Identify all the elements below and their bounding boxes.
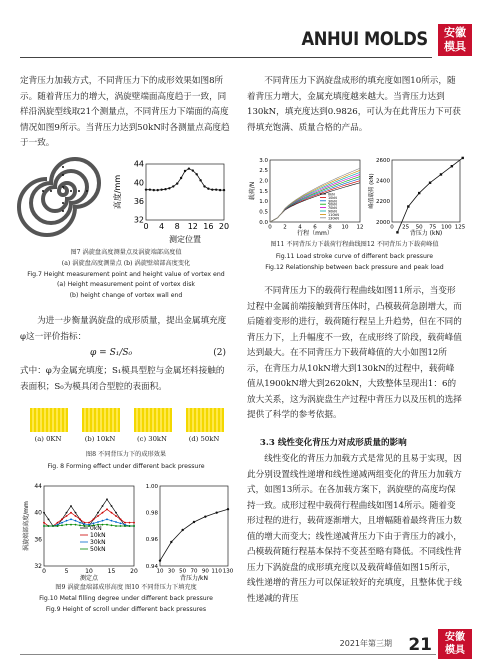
fig10-x-tick: 30	[167, 568, 175, 575]
fig11-series-2	[270, 179, 360, 222]
fig10-x-label: 背压力/kN	[180, 575, 208, 582]
header-rule	[20, 57, 432, 58]
fig7-x-tick: 4	[159, 222, 165, 231]
fig12-y-tick: 2600	[376, 157, 390, 164]
fig7-point	[211, 188, 213, 190]
fig9-point	[102, 524, 104, 526]
fig9-point	[133, 525, 135, 527]
formula-number: (2)	[213, 348, 226, 358]
fig9-point	[106, 498, 108, 500]
fig11-y-tick: 2.5	[259, 168, 268, 175]
fig11-y-label: 载荷/N	[249, 181, 256, 201]
fig7-spiral	[30, 158, 96, 224]
fig9-y-tick: 36	[34, 536, 42, 544]
fig12-point	[396, 231, 398, 233]
fig10-y-tick: 0.94	[145, 563, 158, 570]
formula: φ = S₁/S₀	[90, 348, 133, 358]
fig9-point	[124, 525, 126, 527]
fig9-point	[120, 522, 122, 524]
fig9-point	[52, 525, 54, 527]
fig9-point	[48, 525, 50, 527]
fig7-caption-en: Fig.7 Height measurement point and height value of vortex end	[27, 271, 225, 278]
fig10-y-tick: 1.00	[145, 483, 158, 490]
fig9-point	[111, 520, 113, 522]
fig7-x-tick: 16	[203, 222, 214, 231]
fig12-x-tick: 25	[402, 224, 410, 231]
fig10-caption-en: Fig.10 Metal filling degree under different back pressure	[39, 595, 213, 602]
fig7-y-tick: 32	[133, 215, 144, 225]
fig11-series-3	[270, 177, 360, 222]
fig10-series-line	[160, 509, 228, 560]
fig9-point	[57, 525, 59, 527]
fig9-point	[102, 520, 104, 522]
fig11-x-tick: 12	[356, 224, 364, 231]
fig9-point	[106, 508, 108, 510]
fig11-load-stroke-chart	[248, 156, 366, 238]
fig12-point	[451, 165, 453, 167]
fig12-x-tick: 75	[429, 224, 437, 231]
fig12-x-tick: 100	[441, 224, 452, 231]
fig11-x-tick: 4	[298, 224, 302, 231]
fig7-point	[188, 167, 190, 169]
fig12-caption-en: Fig.12 Relationship between back pressure and peak load	[265, 264, 444, 271]
fig9-point	[66, 512, 68, 514]
fig10-x-tick: 90	[201, 568, 209, 575]
fig9-point	[75, 524, 77, 526]
fig11-x-tick: 10	[341, 224, 349, 231]
fig9-point	[115, 521, 117, 523]
fig10-point	[181, 529, 183, 531]
fig9-point	[106, 524, 108, 526]
fig11-legend-label: 0kN	[328, 192, 335, 197]
fig9-point	[129, 522, 131, 524]
fig8-sample-b	[82, 408, 120, 432]
fig7-point	[180, 177, 182, 179]
fig12-point	[407, 205, 409, 207]
fig7-point	[219, 189, 221, 191]
fig10-y-tick: 0.96	[145, 537, 158, 544]
fig10-filling-chart	[140, 480, 232, 582]
fig9-x-tick: 15	[107, 568, 116, 575]
fig9-point	[115, 525, 117, 527]
fig9-point	[102, 505, 104, 507]
fig12-x-label: 背压力 (kN)	[409, 230, 443, 237]
fig10-point	[215, 511, 217, 513]
fig7-frame	[146, 164, 224, 220]
fig9-point	[84, 523, 86, 525]
fig9-point	[111, 505, 113, 507]
fig10-x-tick: 110	[211, 568, 222, 575]
fig11-caption-cn: 图11 不同背压力下载荷行程曲线图12 不同背压力下载荷峰值	[270, 241, 439, 248]
fig11-y-tick: 1.5	[259, 188, 268, 195]
fig9-x-label: 测定点	[79, 575, 99, 582]
fig9-point	[111, 512, 113, 514]
right-para-2: 不同背压力下的载荷行程曲线如图11所示，当变形过程中金属前端接触到背压体时，凸模载荷急剧增大，而后随着变形的进行，载荷随行程呈上升趋势，但在不同的背压力下，上升幅度不一致，在成形终了阶段，载荷峰值达到最大。在不同背压力下载荷峰值的大小如图12所示，在背压力从10kN增大到130kN的过程中，载荷峰值从1900kN增大到2620kN，大致整体呈现出1：6的放大关系，这为涡旋盘生产过程中背压力以及压机的选择提供了科学的参考依据。	[247, 286, 462, 420]
fig12-point	[429, 182, 431, 184]
fig9-point	[97, 515, 99, 517]
issue-date: 2021年第三期	[339, 639, 392, 648]
fig9-y-label: 涡旋端部高度/mm	[23, 501, 30, 551]
fig9-point	[133, 522, 135, 524]
fig11-x-tick: 6	[313, 224, 317, 231]
fig9-y-tick: 32	[34, 563, 42, 570]
fig7-point	[149, 188, 151, 190]
fig9-legend-label: 30kN	[90, 539, 106, 546]
fig7-x-tick: 8	[174, 222, 180, 231]
fig8-sample-c	[134, 408, 172, 432]
fig11-y-tick: 0.5	[259, 209, 268, 216]
fig9-point	[106, 518, 108, 520]
fig7-point	[164, 188, 166, 190]
fig7-point	[223, 189, 225, 191]
fig12-x-tick: 50	[415, 224, 423, 231]
fig9-point	[111, 524, 113, 526]
fig9-point	[124, 522, 126, 524]
page-header	[20, 18, 472, 58]
fig7-point	[215, 188, 217, 190]
fig7-point	[176, 182, 178, 184]
fig11-x-tick: 0	[268, 224, 272, 231]
right-para-1: 不同背压力下涡旋盘成形的填充度如图10所示，随着背压力增大，金属充填度越来越大。当背压力达到130kN，填充度达到0.9826，可认为在此背压力下可获得填充饱满、质量合格的产品。	[247, 76, 461, 133]
fig8-label-d: (d) 50kN	[188, 435, 220, 443]
left-para-1: 定背压力加载方式，不同背压力下的成形效果如图8所示。随着背压力的增大，涡旋壁端面高度趋于一致，同样沿涡旋型线取21个测量点，不同背压力下端面的高度情况如图9所示。当背压力达到50kN时各测量点高度趋于一致。	[20, 76, 230, 148]
fig10-point	[170, 541, 172, 543]
fig11-y-tick: 0.0	[259, 219, 268, 226]
fig7-point	[145, 188, 147, 190]
fig9-x-tick: 20	[130, 568, 138, 575]
fig11-caption-en: Fig.11 Load stroke curve of different back pressure	[275, 253, 434, 260]
fig9-point	[70, 505, 72, 507]
fig7-point	[203, 185, 205, 187]
fig8-label-c: (c) 30kN	[137, 435, 167, 443]
fig11-y-tick: 3.0	[259, 157, 268, 164]
fig9-point	[66, 524, 68, 526]
fig9-caption-en: Fig.9 Height of scroll under different back pressures	[45, 606, 207, 613]
fig11-legend-label: 50kN	[328, 202, 337, 207]
fig10-point	[159, 559, 161, 561]
fig12-y-tick: 2000	[376, 219, 390, 226]
journal-badge: 安徽 模具	[438, 24, 472, 56]
fig10-x-tick: 70	[190, 568, 198, 575]
fig8-sample-a	[30, 408, 68, 432]
fig9-point	[102, 512, 104, 514]
fig9-point	[75, 512, 77, 514]
fig12-x-tick: 0	[390, 224, 394, 231]
fig11-series-5	[270, 172, 360, 222]
fig11-x-tick: 2	[283, 224, 287, 231]
fig11-x-tick: 8	[328, 224, 332, 231]
fig11-y-tick: 1.0	[259, 199, 268, 206]
fig9-x-tick: 10	[85, 568, 93, 575]
fig9-caption-cn: 图9 涡旋盘端部成形高度 图10 不同背压力下填充度	[55, 584, 197, 591]
fig7-x-tick: 0	[143, 222, 149, 231]
fig7-y-tick: 44	[133, 159, 144, 169]
fig12-series-line	[397, 158, 462, 232]
fig11-legend-label: 10kN	[328, 195, 337, 200]
fig9-point	[120, 518, 122, 520]
fig9-point	[97, 521, 99, 523]
fig9-legend-label: 50kN	[90, 546, 106, 553]
fig7-caption-sub: (a) 涡旋盘高度测量点 (b) 涡旋壁端部高度变化	[61, 260, 191, 267]
fig11-y-tick: 2.0	[259, 178, 268, 185]
fig12-x-tick: 125	[454, 224, 466, 231]
fig11-legend-label: 90kN	[328, 209, 337, 214]
fig9-x-tick: 5	[64, 568, 69, 575]
fig9-point	[57, 522, 59, 524]
fig9-point	[70, 524, 72, 526]
fig9-point	[88, 522, 90, 524]
footer-badge: 安徽 模具	[438, 629, 472, 659]
fig9-legend-label: 10kN	[90, 532, 106, 539]
fig7-point	[196, 173, 198, 175]
fig7-point	[160, 188, 162, 190]
fig9-point	[79, 524, 81, 526]
fig7-point	[184, 170, 186, 172]
fig8-caption-en: Fig. 8 Forming effect under different back pressure	[47, 463, 205, 470]
fig7-caption-en-b: (b) height change of vortex wall end	[69, 292, 183, 299]
fig9-point	[115, 515, 117, 517]
fig7-caption-en-a: (a) Height measurement point of vortex disk	[56, 281, 196, 288]
fig12-y-tick: 2400	[376, 178, 390, 185]
footer-rule	[20, 654, 436, 655]
fig7-point	[157, 189, 159, 191]
fig11-legend-label: 110kN	[328, 212, 339, 217]
fig9-point	[43, 512, 45, 514]
fig10-frame	[160, 486, 228, 566]
fig9-point	[93, 518, 95, 520]
fig12-point	[440, 173, 442, 175]
fig9-legend-label: 0kN	[90, 525, 102, 532]
fig9-height-chart	[22, 480, 140, 582]
fig8-caption-cn: 图8 不同背压力下的成形效果	[85, 451, 167, 458]
fig7-point	[192, 169, 194, 171]
fig7-x-label: 测定位置	[169, 235, 201, 244]
fig12-peak-load-chart	[368, 156, 464, 238]
fig7-point	[199, 179, 201, 181]
fig9-point	[61, 518, 63, 520]
section-heading-3-3: 3.3 线性变化背压力对成形质量的影响	[259, 438, 407, 448]
fig11-series-7	[270, 168, 360, 222]
fig9-point	[66, 515, 68, 517]
fig9-y-tick: 44	[34, 483, 42, 490]
fig7-y-tick: 36	[133, 197, 144, 206]
fig9-point	[66, 520, 68, 522]
fig9-point	[115, 512, 117, 514]
fig10-y-tick: 0.98	[145, 510, 158, 517]
fig9-point	[70, 512, 72, 514]
fig11-series-6	[270, 170, 360, 222]
fig10-point	[204, 515, 206, 517]
fig9-point	[75, 515, 77, 517]
fig9-point	[84, 525, 86, 527]
fig11-legend-label: 130kN	[328, 216, 339, 221]
fig7-x-tick: 20	[218, 222, 230, 231]
fig10-point	[193, 521, 195, 523]
fig7-y-tick: 40	[133, 178, 144, 188]
fig7-y-label: 高度/mm	[113, 174, 122, 210]
fig12-point	[418, 192, 420, 194]
fig9-point	[43, 525, 45, 527]
fig7-point	[172, 185, 174, 187]
fig8-label-a: (a) 0KN	[34, 435, 62, 443]
fig10-x-tick: 50	[179, 568, 187, 575]
fig7-point	[207, 188, 209, 190]
fig9-point	[129, 525, 131, 527]
fig9-point	[79, 522, 81, 524]
fig7-point	[168, 187, 170, 189]
fig9-x-tick: 0	[42, 568, 46, 575]
fig7-x-tick: 12	[187, 222, 198, 231]
fig9-point	[43, 522, 45, 524]
fig7-height-chart	[112, 156, 230, 246]
fig9-point	[61, 524, 63, 526]
fig7-point	[153, 189, 155, 191]
fig10-x-tick: 10	[156, 568, 164, 575]
journal-logo: ANHUI MOLDS	[301, 28, 428, 50]
fig12-y-label: 峰值载荷 (kN)	[369, 173, 375, 209]
fig11-legend-label: 70kN	[328, 206, 337, 211]
fig9-point	[61, 522, 63, 524]
left-para-3: 式中：φ为金属充填度；S₁模具型腔与金属坯料接触的表面积；S₀为模具闭合型腔的表面积。	[20, 366, 225, 392]
fig11-legend-label: 30kN	[328, 199, 337, 204]
fig10-point	[227, 508, 229, 510]
fig9-point	[70, 518, 72, 520]
fig9-point	[120, 525, 122, 527]
page-number: 21	[408, 635, 432, 655]
fig9-point	[93, 522, 95, 524]
fig9-y-tick: 40	[34, 509, 42, 517]
right-para-3: 线性变化的背压力加载方式是常见的且易于实现，因此分别设置线性递增和线性递减两组变化的背压力加载方式，如图13所示。在各加载方案下，涡旋壁的高度均保持一致。成形过程中载荷行程曲线如图14所示。随着变形过程的进行，载荷逐渐增大，且增幅随着最终背压力数值的增大而变大；线性递减背压力下由于背压力的减小，凸模载荷随行程基本保持不变甚至略有降低。不同线性背压力下涡旋盘的成形填充度以及载荷峰值如图15所示，线性递增的背压力可以保证较好的充填度，且整体优于线性递减的背压	[247, 454, 462, 604]
fig9-point	[75, 520, 77, 522]
fig9-point	[97, 512, 99, 514]
left-para-2: 为进一步衡量涡旋盘的成形质量，提出金属填充度φ这一评价指标：	[20, 316, 227, 342]
fig8-sample-d	[186, 408, 224, 432]
fig11-x-label: 行程（mm）	[297, 230, 333, 237]
fig10-x-tick: 130	[222, 568, 234, 575]
fig11-series-4	[270, 174, 360, 222]
fig12-point	[462, 157, 464, 159]
fig9-point	[48, 518, 50, 520]
fig8-label-b: (b) 10kN	[84, 435, 116, 443]
fig12-frame	[392, 160, 460, 222]
fig9-point	[79, 518, 81, 520]
fig12-y-tick: 2200	[376, 199, 390, 206]
fig7-caption-cn: 图7 涡旋盘高度测量点及涡旋端部高度值	[70, 249, 182, 256]
